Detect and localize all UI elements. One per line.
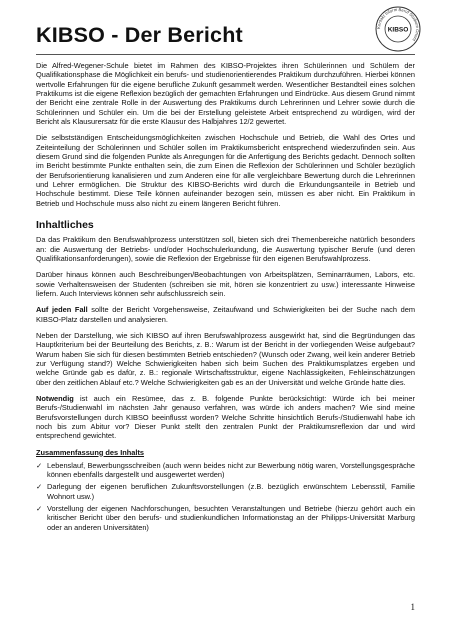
checkmark-icon: ✓ bbox=[36, 460, 43, 470]
summary-list bbox=[36, 461, 415, 532]
summary-heading: Zusammenfassung des Inhalts bbox=[36, 447, 145, 457]
svg-text:Kontakt Inform Beruf Studium O bbox=[376, 7, 420, 43]
list-item-text: Darlegung der eigenen beruflichen Zukunftsvorstellungen (z.B. bezüglich erwünschtem Lebensstil, Familie Wohnort usw.) bbox=[47, 482, 415, 501]
list-item bbox=[36, 504, 415, 532]
content-paragraph-5-text: ist auch ein Resümee, das z. B. folgende Punkte berücksichtigt: Würde ich bei meiner Berufs-/Studienwahl im nächsten Jahr genauso verfahren, was würde ich anders machen? Wie sind meine Berufsvorstellungen durch KIBSO beeinflusst worden? Welche Schritte hinsichtlich Berufs-/Studienwahl habe ich noch bis zum Abitur vor? Dieser Punkt stellt den zentralen Punkt der Praktikumsreflexion dar und wird entsprechend gewichtet. bbox=[36, 393, 415, 441]
title-divider bbox=[36, 54, 415, 55]
content-paragraph-3 bbox=[36, 305, 415, 324]
logo-text: KIBSO bbox=[387, 26, 409, 34]
checkmark-icon: ✓ bbox=[36, 504, 43, 514]
section-heading-inhaltliches: Inhaltliches bbox=[36, 219, 94, 232]
emphasis-auf-jeden-fall: Auf jeden Fall bbox=[36, 305, 88, 315]
content-paragraph-3-text: sollte der Bericht Vorgehensweise, Zeitaufwand und Schwierigkeiten bei der Suche nach dem KIBSO-Platz darstellen und analysieren. bbox=[36, 305, 415, 324]
logo-ring-text: Kontakt Inform Beruf Studium Orient bbox=[375, 6, 421, 43]
content-paragraph-1: Da das Praktikum den Berufswahlprozess unterstützen soll, bieten sich drei Themenbereiche natürlich besonders an: die Auswertung der Betriebs- und/oder Hochschulerkundung, die Auswertung typischer Berufe (und deren Qualifikationsanforderungen), sowie die Reflexion der Ergebnisse für den eigenen Berufswahlprozess. bbox=[36, 235, 415, 263]
checkmark-icon: ✓ bbox=[36, 482, 43, 492]
list-item-text: Lebenslauf, Bewerbungsschreiben (auch wenn beides nicht zur Bewerbung nötig waren, Vorstellungsgespräche können ebenfalls dargestellt und ausgewertet werden) bbox=[47, 460, 415, 480]
kibso-logo-icon bbox=[373, 4, 423, 54]
content-paragraph-4: Neben der Darstellung, wie sich KIBSO auf ihren Berufswahlprozess ausgewirkt hat, sind die Begründungen das Hauptkriterium bei der Beurteilung des Berichts, z. B.: Warum ist der Bericht in der vorliegenden Weise aufgebaut? Warum haben Sie sich für diesen bestimmten Betrieb entschieden? (Wunsch oder Zwang, weil kein anderer Betrieb zur Verfügung stand?) Welche Schwierigkeiten haben sich beim Suchen des Praktikumsplatzes ergeben und welche Gründe gab es dafür, z. B.: regionale Wirtschaftsstruktur, eigene Nachlässigkeiten, Fehleinschätzungen über den zeitlichen Ablauf etc.? Welche Schwierigkeiten gab es an der Universität und welche Gründe hatte dies. bbox=[36, 330, 415, 387]
content-paragraph-5 bbox=[36, 394, 415, 441]
content-paragraph-2: Darüber hinaus können auch Beschreibungen/Beobachtungen von Arbeitsplätzen, Seminarräumen, Labors, etc. sowie Verhaltensweisen der Studenten (schreiben sie mit, hören sie konzentriert zu usw.) interessante Hinweise liefern. Auch Interviews können sehr aufschlussreich sein. bbox=[36, 270, 415, 298]
page-number: 1 bbox=[410, 602, 415, 612]
intro-paragraph-2: Die selbstständigen Entscheidungsmöglichkeiten zwischen Hochschule und Betrieb, die Wahl des Ortes und Zeiteinteilung der Schülerinnen und Schüler sollen im Praktikumsbericht entsprechend wiederzufinden sein. Aus diesem Grund sind die folgenden Punkte als Anregungen für die Anfertigung des Berichts gedacht. Dennoch sollten im Bericht bestimmte Punkte enthalten sein, die zum Einen die Reflexion der Schülerinnen und Schüler bezüglich der Berufsorientierung kanalisieren und zum Anderen eine für alle vergleichbare Bewertung durch die Lehrerinnen und Lehrer ermöglichen. Die Struktur des KIBSO-Berichts wird durch die Erkundungsanteile in Betrieb und Hochschule bestimmt. Diese Teile können aufeinander bezogen sein, müssen es aber nicht. Ein Praktikum in Betrieb und Hochschule muss also nicht zu einem längeren Bericht führen. bbox=[36, 133, 415, 208]
list-item-text: Vorstellung der eigenen Nachforschungen, besuchten Veranstaltungen und Betriebe (hierzu gehört auch ein kritischer Bericht über den berufs- und studienkundlichen Informationstag an der Philipps-Universität Marburg oder an anderen Universitäten) bbox=[47, 504, 415, 532]
intro-paragraph-1: Die Alfred-Wegener-Schule bietet im Rahmen des KIBSO-Projektes ihren Schülerinnen und Schülern der Qualifikationsphase die Möglichkeit ein berufs- und studienorientierendes Praktikum durchzuführen. Hierbei können wertvolle Erfahrungen für die eigene berufliche Zukunft gesammelt werden. Wesentlicher Bestandteil eines solchen Praktikums ist die eigene Reflexion bezüglich der gemachten Erfahrungen und Eindrücke. Aus diesem Grund nimmt der Bericht eine zentrale Rolle in der Auswertung des Praktikums durch Lehrerinnen und Lehrer sowie durch die Schülerinnen und Schüler ein. Um die bei der Erstellung geleistete Arbeit entsprechend zu würdigen, wird der Bericht als Klausurersatz für die erste Klausur des Halbjahres 12/2 gewertet. bbox=[36, 61, 415, 127]
list-item bbox=[36, 482, 415, 501]
page-title: KIBSO - Der Bericht bbox=[36, 23, 243, 47]
emphasis-notwendig: Notwendig bbox=[36, 393, 74, 403]
list-item bbox=[36, 461, 415, 480]
